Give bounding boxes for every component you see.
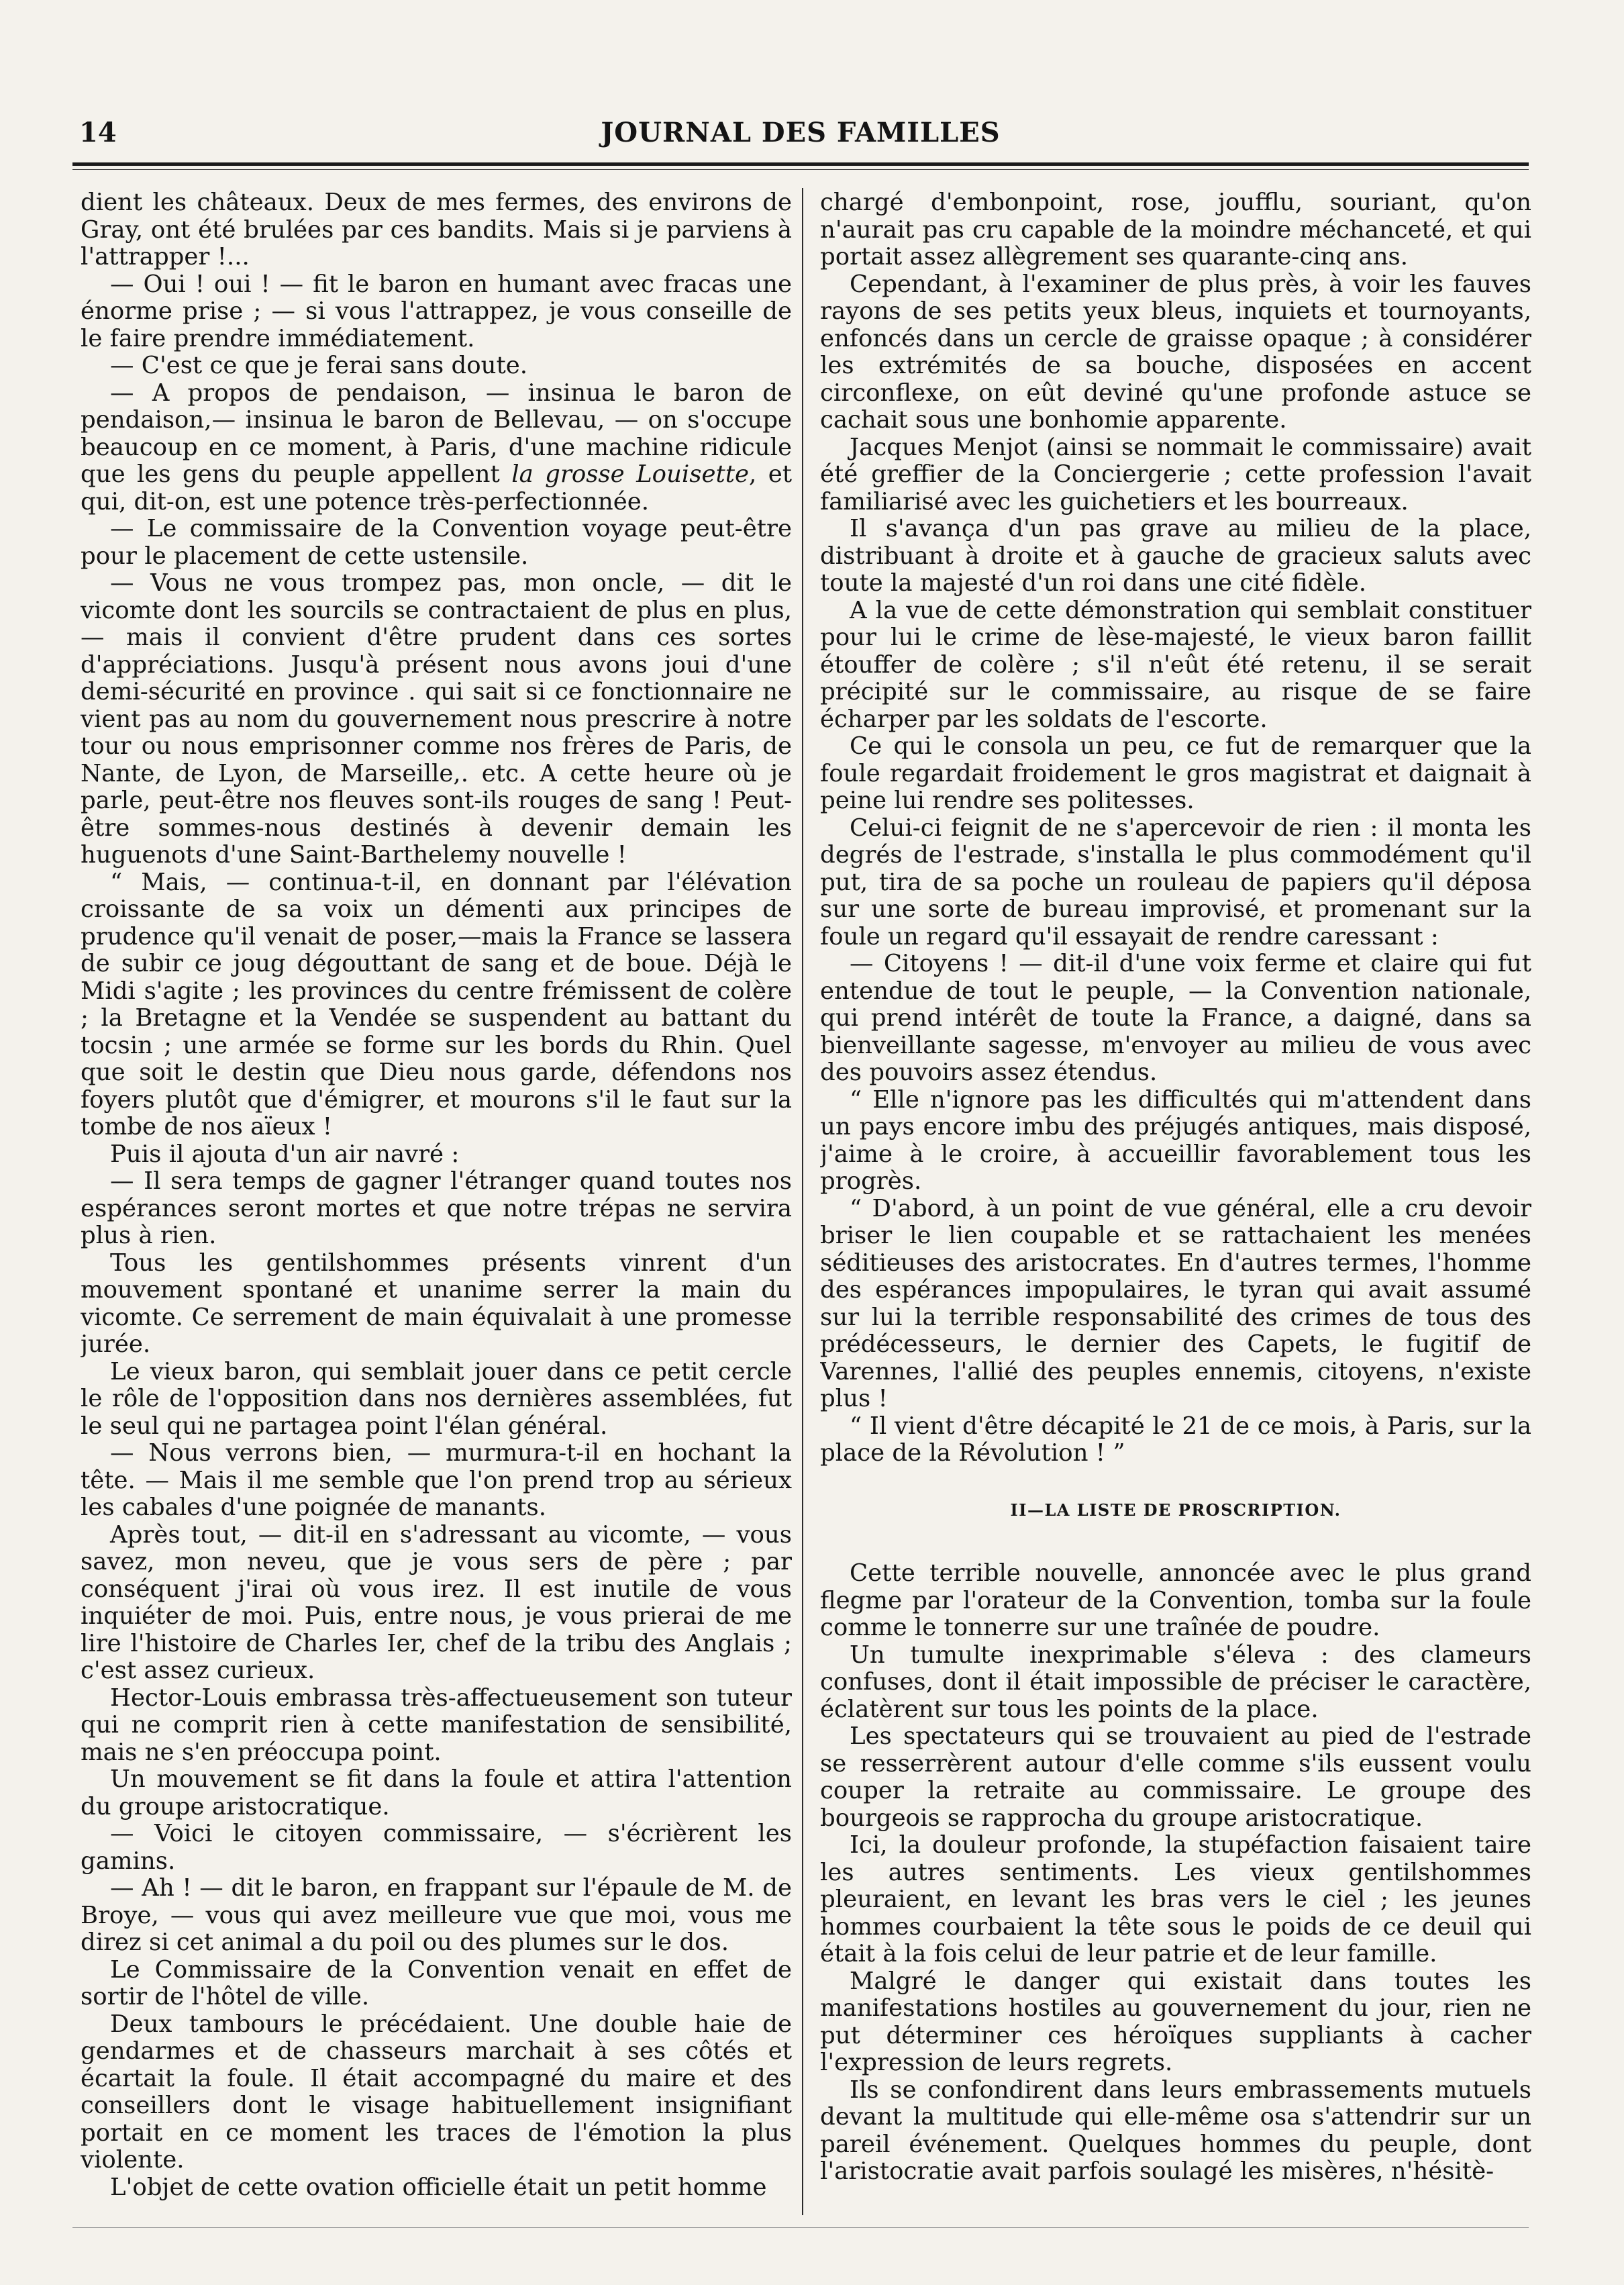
paragraph: “ Il vient d'être décapité le 21 de ce mois, à Paris, sur la place de la Révolution ! ” — [820, 1412, 1531, 1467]
paragraph: Les spectateurs qui se trouvaient au pied de l'estrade se resserrèrent autour d'elle comme s'ils eussent voulu couper la retraite au commissaire. Le groupe des bourgeois se rapprocha du groupe aristocratique. — [820, 1722, 1531, 1832]
paragraph: A la vue de cette démonstration qui semblait constituer pour lui le crime de lèse-majesté, le vieux baron faillit étouffer de colère ; s'il n'eût été retenu, il se serait précipité sur le commissaire, au risque de se faire écharper par les soldats de l'escorte. — [820, 596, 1531, 733]
right-column — [820, 189, 1531, 2210]
paragraph: Deux tambours le précédaient. Une double haie de gendarmes et de chasseurs marchait à ses côtés et écartait la foule. Il était accompagné du maire et des conseillers dont le visage habituellement insignifiant portait en ce moment les traces de l'émotion la plus violente. — [81, 2010, 792, 2174]
paragraph: — Ah ! — dit le baron, en frappant sur l'épaule de M. de Broye, — vous qui avez meilleure vue que moi, vous me direz si cet animal a du poil ou des plumes sur le dos. — [81, 1874, 792, 1956]
paragraph: — Vous ne vous trompez pas, mon oncle, — dit le vicomte dont les sourcils se contractaient de plus en plus, — mais il convient d'être prudent dans ces sortes d'appréciations. Jusqu'à présent nous avons joui d'une demi-sécurité en province . qui sait si ce fonctionnaire ne vient pas au nom du gouvernement nous prescrire à notre tour ou nous emprisonner comme nos frères de Paris, de Nante, de Lyon, de Marseille,. etc. A cette heure où je parle, peut-être nos fleuves sont-ils rouges de sang ! Peut-être sommes-nous destinés à devenir demain les huguenots d'une Saint-Barthelemy nouvelle ! — [81, 569, 792, 869]
paragraph: — Citoyens ! — dit-il d'une voix ferme et claire qui fut entendue de tout le peuple, — la Convention nationale, qui prend intérêt de toute la France, a daigné, dans sa bienveillante sagesse, m'envoyer au milieu de vous avec des pouvoirs assez étendus. — [820, 950, 1531, 1086]
paragraph: — Oui ! oui ! — fit le baron en humant avec fracas une énorme prise ; — si vous l'attrappez, je vous conseille de le faire prendre immédiatement. — [81, 270, 792, 352]
header-rule — [72, 162, 1529, 166]
section-heading: II—LA LISTE DE PROSCRIPTION. — [1010, 1500, 1341, 1520]
paragraph: — Nous verrons bien, — murmura-t-il en hochant la tête. — Mais il me semble que l'on prend trop au sérieux les cabales d'une poignée de manants. — [81, 1439, 792, 1521]
left-column — [81, 189, 792, 2210]
paragraph: — Le commissaire de la Convention voyage peut-être pour le placement de cette ustensile. — [81, 515, 792, 570]
paragraph: Cependant, à l'examiner de plus près, à voir les fauves rayons de ses petits yeux bleus, inquiets et tournoyants, enfoncés dans un cercle de graisse opaque ; à considérer les extrémités de sa bouche, disposées en accent circonflexe, on eût deviné qu'une profonde astuce se cachait sous une bonhomie apparente. — [820, 270, 1531, 434]
paragraph: — C'est ce que je ferai sans doute. — [110, 352, 528, 379]
paragraph: Puis il ajouta d'un air navré : — [110, 1140, 460, 1168]
paragraph: Après tout, — dit-il en s'adressant au vicomte, — vous savez, mon neveu, que je vous sers de père ; par conséquent j'irai où vous irez. Il est inutile de vous inquiéter de moi. Puis, entre nous, je vous prierai de me lire l'histoire de Charles Ier, chef de la tribu des Anglais ; c'est assez curieux. — [81, 1520, 792, 1684]
paragraph: L'objet de cette ovation officielle était un petit homme — [110, 2173, 767, 2201]
paragraph: Un tumulte inexprimable s'éleva : des clameurs confuses, dont il était impossible de préciser le caractère, éclatèrent sur tous les points de la place. — [820, 1641, 1531, 1723]
page-number: 14 — [79, 117, 117, 148]
text-run: — A propos de pendaison, — insinua le baron de pendaison,— insinua le baron de Bellevau, — on s'occupe beaucoup en ce moment, à Paris, d'une machine ridicule que les gens du peuple appellent — [81, 379, 792, 488]
running-title: JOURNAL DES FAMILLES — [601, 117, 1001, 148]
paragraph: Celui-ci feignit de ne s'apercevoir de rien : il monta les degrés de l'estrade, s'installa le plus commodément qu'il put, tira de sa poche un rouleau de papiers qu'il déposa sur une sorte de bureau improvisé, et promenant sur la foule un regard qu'il essayait de rendre caressant : — [820, 814, 1531, 951]
paragraph: Il s'avança d'un pas grave au milieu de la place, distribuant à droite et à gauche de gracieux saluts avec toute la majesté d'un roi dans une cité fidèle. — [820, 515, 1531, 597]
paragraph: dient les châteaux. Deux de mes fermes, des environs de Gray, ont été brulées par ces bandits. Mais si je parviens à l'attrapper !... — [81, 189, 792, 271]
paragraph: — Voici le citoyen commissaire, — s'écrièrent les gamins. — [81, 1820, 792, 1875]
paragraph: Jacques Menjot (ainsi se nommait le commissaire) avait été greffier de la Conciergerie ; cette profession l'avait familiarisé avec les guichetiers et les bourreaux. — [820, 433, 1531, 516]
paragraph: Le Commissaire de la Convention venait en effet de sortir de l'hôtel de ville. — [81, 1955, 792, 2010]
paragraph: Cette terrible nouvelle, annoncée avec le plus grand flegme par l'orateur de la Convention, tomba sur la foule comme le tonnerre sur une traînée de poudre. — [820, 1559, 1531, 1641]
paragraph: Hector-Louis embrassa très-affectueusement son tuteur qui ne comprit rien à cette manifestation de sensibilité, mais ne s'en préoccupa point. — [81, 1684, 792, 1766]
paragraph: Un mouvement se fit dans la foule et attira l'attention du groupe aristocratique. — [81, 1765, 792, 1820]
paragraph: Ce qui le consola un peu, ce fut de remarquer que la foule regardait froidement le gros magistrat et daignait à peine lui rendre ses politesses. — [820, 732, 1531, 814]
column-divider — [802, 188, 803, 2215]
paragraph: Le vieux baron, qui semblait jouer dans ce petit cercle le rôle de l'opposition dans nos dernières assemblées, fut le seul qui ne partagea point l'élan général. — [81, 1357, 792, 1440]
paragraph: Ils se confondirent dans leurs embrassements mutuels devant la multitude qui elle-même osa s'attendrir sur un pareil événement. Quelques hommes du peuple, dont l'aristocratie avait parfois soulagé les misères, n'hésitè- — [820, 2076, 1531, 2185]
paragraph: chargé d'embonpoint, rose, joufflu, souriant, qu'on n'aurait pas cru capable de la moindre méchanceté, et qui portait assez allègrement ses quarante-cinq ans. — [820, 189, 1531, 271]
paragraph — [81, 380, 792, 516]
paragraph: — Il sera temps de gagner l'étranger quand toutes nos espérances seront mortes et que notre trépas ne servira plus à rien. — [81, 1167, 792, 1249]
paragraph: “ D'abord, à un point de vue général, elle a cru devoir briser le lien coupable et se rattachaient les menées séditieuses des aristocrates. En d'autres termes, l'homme des espérances impopulaires, le tyran qui avait assumé sur lui la terrible responsabilité des crimes de tous des prédécesseurs, le dernier des Capets, le fugitif de Varennes, l'allié des peuples ennemis, citoyens, n'existe plus ! — [820, 1194, 1531, 1412]
paragraph: Malgré le danger qui existait dans toutes les manifestations hostiles au gouvernement du jour, rien ne put déterminer ces héroïques suppliants à cacher l'expression de leurs regrets. — [820, 1967, 1531, 2076]
italic-term: la grosse Louisette — [511, 460, 750, 488]
footer-rule — [72, 2227, 1529, 2228]
paragraph: Tous les gentilshommes présents vinrent d'un mouvement spontané et unanime serrer la main du vicomte. Ce serrement de main équivalait à une promesse jurée. — [81, 1249, 792, 1358]
text-run: , et qui, dit-on, est une potence très-perfectionnée. — [81, 460, 792, 516]
paragraph: Ici, la douleur profonde, la stupéfaction faisaient taire les autres sentiments. Les vieux gentilshommes pleuraient, en levant les bras vers le ciel ; les jeunes hommes courbaient la tête sous le poids de ce deuil qui était à la fois celui de leur patrie et de leur famille. — [820, 1831, 1531, 1967]
header-rule-thin — [72, 169, 1529, 170]
page-header — [72, 113, 1529, 160]
paragraph: “ Mais, — continua-t-il, en donnant par l'élévation croissante de sa voix un démenti aux principes de prudence qu'il venait de poser,—mais la France se lassera de subir ce joug dégouttant de sang et de boue. Déjà le Midi s'agite ; les provinces du centre frémissent de colère ; la Bretagne et la Vendée se suspendent au battant du tocsin ; une armée se forme sur les bords du Rhin. Quel que soit le destin que Dieu nous garde, défendons nos foyers plutôt que d'émigrer, et mourons s'il le faut sur la tombe de nos aïeux ! — [81, 868, 792, 1140]
paragraph: “ Elle n'ignore pas les difficultés qui m'attendent dans un pays encore imbu des préjugés antiques, mais disposé, j'aime à le croire, à accueillir favorablement tous les progrès. — [820, 1085, 1531, 1195]
